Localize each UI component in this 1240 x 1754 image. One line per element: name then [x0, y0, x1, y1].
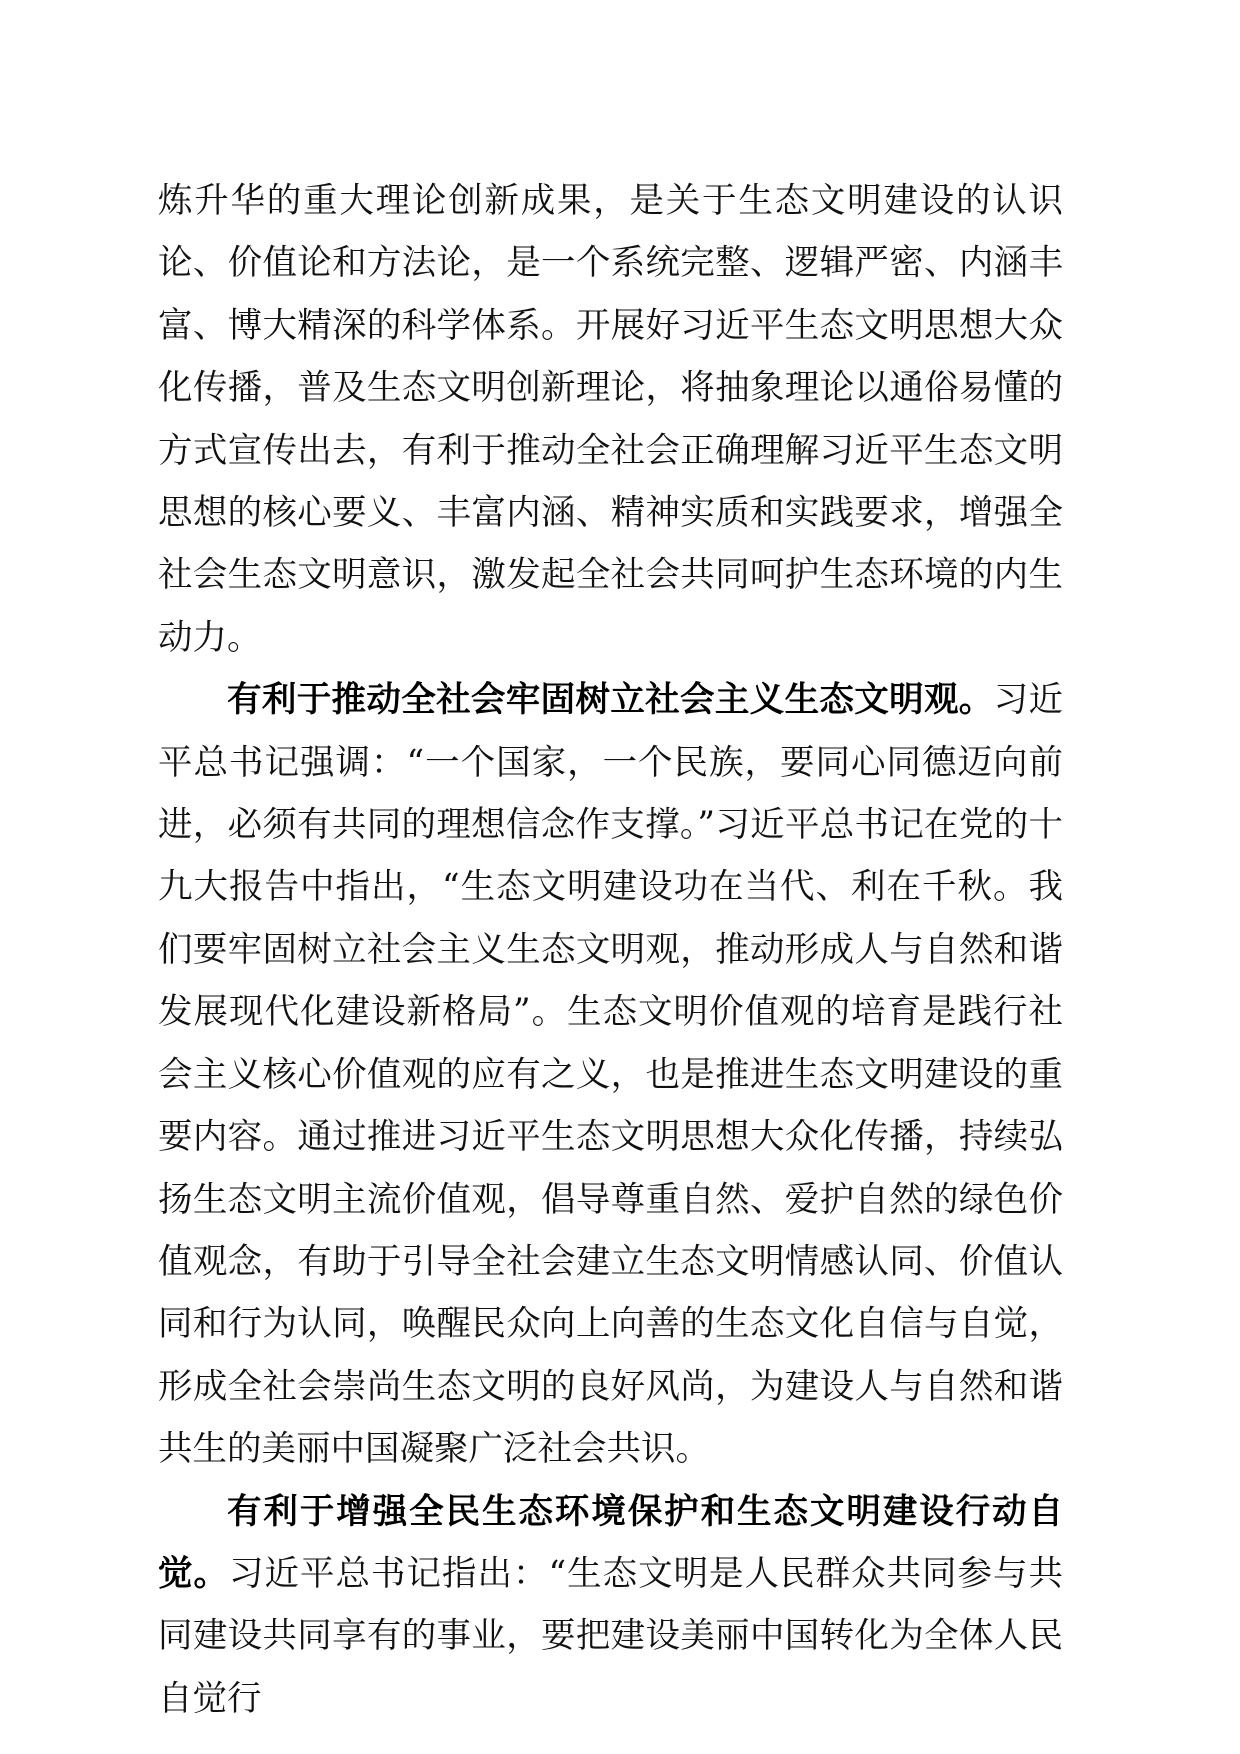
paragraph-action-awareness: [158, 1481, 1063, 1731]
paragraph-text: 炼升华的重大理论创新成果，是关于生态文明建设的认识论、价值论和方法论，是一个系统完整、逻辑严密、内涵丰富、博大精深的科学体系。开展好习近平生态文明思想大众化传播，普及生态文明创新理论，将抽象理论以通俗易懂的方式宣传出去，有利于推动全社会正确理解习近平生态文明思想的核心要义、丰富内涵、精神实质和实践要求，增强全社会生态文明意识，激发起全社会共同呵护生态环境的内生动力。: [158, 181, 1063, 658]
paragraph-heading: 有利于推动全社会牢固树立社会主义生态文明观。: [227, 680, 994, 721]
paragraph-heading: 有利于增强全民生态环境保护和生态文明建设行动自觉。: [158, 1491, 1063, 1594]
body-text: [158, 170, 1063, 1730]
paragraph-ecological-values: [158, 669, 1063, 1480]
paragraph-continued: [158, 170, 1063, 669]
paragraph-text: 习近平总书记强调：“一个国家，一个民族，要同心同德迈向前进，必须有共同的理想信念作支撑。”习近平总书记在党的十九大报告中指出，“生态文明建设功在当代、利在千秋。我们要牢固树立社会主义生态文明观，推动形成人与自然和谐发展现代化建设新格局”。生态文明价值观的培育是践行社会主义核心价值观的应有之义，也是推进生态文明建设的重要内容。通过推进习近平生态文明思想大众化传播，持续弘扬生态文明主流价值观，倡导尊重自然、爱护自然的绿色价值观念，有助于引导全社会建立生态文明情感认同、价值认同和行为认同，唤醒民众向上向善的生态文化自信与自觉，形成全社会崇尚生态文明的良好风尚，为建设人与自然和谐共生的美丽中国凝聚广泛社会共识。: [158, 680, 1064, 1470]
paragraph-text: 习近平总书记指出：“生态文明是人民群众共同参与共同建设共同享有的事业，要把建设美丽中国转化为全体人民自觉行: [158, 1553, 1064, 1719]
